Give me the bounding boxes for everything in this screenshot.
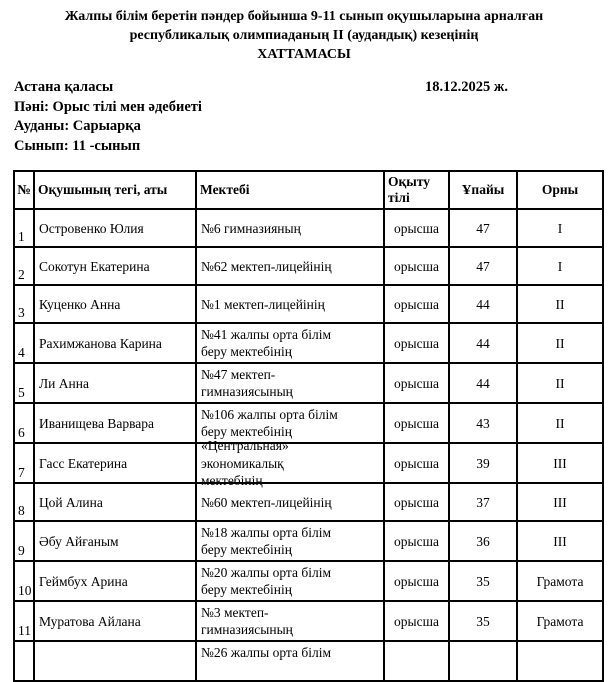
table-row <box>14 323 603 363</box>
cell-num <box>14 641 34 681</box>
cell-place: II <box>517 323 603 363</box>
table-row <box>14 483 603 521</box>
cell-school: №20 жалпы орта білім беру мектебінің <box>196 561 384 601</box>
cell-place: Грамота <box>517 561 603 601</box>
cell-points: 44 <box>449 285 517 323</box>
col-header-school: Мектебі <box>196 171 384 209</box>
table-row <box>14 209 603 247</box>
cell-name: Иванищева Варвара <box>34 403 196 443</box>
cell-name: Сокотун Екатерина <box>34 247 196 285</box>
cell-school: №47 мектеп-гимназиясының <box>196 363 384 403</box>
results-table <box>13 170 604 682</box>
cell-name: Әбу Айғаным <box>34 521 196 561</box>
cell-language: орысша <box>384 209 449 247</box>
city-date-row <box>14 78 608 98</box>
cell-points: 47 <box>449 247 517 285</box>
cell-language: орысша <box>384 521 449 561</box>
cell-num: 6 <box>14 403 34 443</box>
table-row <box>14 285 603 323</box>
cell-place: III <box>517 521 603 561</box>
table-row <box>14 521 603 561</box>
cell-place: I <box>517 247 603 285</box>
cell-points: 43 <box>449 403 517 443</box>
cell-num: 8 <box>14 483 34 521</box>
cell-language: орысша <box>384 561 449 601</box>
cell-language: орысша <box>384 285 449 323</box>
table-row <box>14 403 603 443</box>
district-label: Ауданы: Сарыарқа <box>14 118 141 135</box>
col-header-place: Орны <box>517 171 603 209</box>
table-row <box>14 601 603 641</box>
cell-language: орысша <box>384 483 449 521</box>
cell-place <box>517 641 603 681</box>
cell-points: 35 <box>449 561 517 601</box>
cell-school: №62 мектеп-лицейінің <box>196 247 384 285</box>
cell-name: Островенко Юлия <box>34 209 196 247</box>
cell-language: орысша <box>384 443 449 483</box>
cell-points: 37 <box>449 483 517 521</box>
cell-language <box>384 641 449 681</box>
cell-school: №1 мектеп-лицейінің <box>196 285 384 323</box>
cell-name: Муратова Айлана <box>34 601 196 641</box>
cell-points: 44 <box>449 323 517 363</box>
grade-label: Сынып: 11 -сынып <box>14 137 141 154</box>
cell-language: орысша <box>384 247 449 285</box>
cell-points <box>449 641 517 681</box>
cell-num: 9 <box>14 521 34 561</box>
title-line-2: республикалық олимпиаданың II (аудандық) кезеңінің <box>129 28 479 43</box>
title-line-3: ХАТТАМАСЫ <box>257 47 351 62</box>
cell-school: №26 жалпы орта білім <box>196 641 384 681</box>
table-row <box>14 561 603 601</box>
cell-num: 3 <box>14 285 34 323</box>
cell-name: Ли Анна <box>34 363 196 403</box>
table-row <box>14 363 603 403</box>
cell-school: №41 жалпы орта білім беру мектебінің <box>196 323 384 363</box>
cell-place: II <box>517 363 603 403</box>
cell-place: II <box>517 285 603 323</box>
document-info <box>14 78 608 156</box>
cell-place: III <box>517 483 603 521</box>
document-title <box>0 0 608 64</box>
cell-num: 1 <box>14 209 34 247</box>
cell-language: орысша <box>384 403 449 443</box>
cell-place: II <box>517 403 603 443</box>
table-row <box>14 247 603 285</box>
cell-num: 11 <box>14 601 34 641</box>
cell-language: орысша <box>384 323 449 363</box>
cell-points: 47 <box>449 209 517 247</box>
cell-school: №6 гимназияның <box>196 209 384 247</box>
col-header-language: Оқыту тілі <box>384 171 449 209</box>
cell-name <box>34 641 196 681</box>
table-header-row <box>14 171 603 209</box>
table-row <box>14 641 603 681</box>
title-line-1: Жалпы білім беретін пәндер бойынша 9-11 сынып оқушыларына арналған <box>64 9 544 24</box>
cell-place: I <box>517 209 603 247</box>
cell-points: 36 <box>449 521 517 561</box>
cell-points: 44 <box>449 363 517 403</box>
cell-name: Куценко Анна <box>34 285 196 323</box>
cell-school: «Центральная» экономикалық мектебінің <box>196 443 384 483</box>
city-label: Астана қаласы <box>14 79 114 95</box>
cell-num: 2 <box>14 247 34 285</box>
cell-place: Грамота <box>517 601 603 641</box>
date-label: 18.12.2025 ж. <box>425 79 509 95</box>
cell-name: Геймбух Арина <box>34 561 196 601</box>
col-header-points: Ұпайы <box>449 171 517 209</box>
cell-school: №106 жалпы орта білім беру мектебінің <box>196 403 384 443</box>
cell-place: III <box>517 443 603 483</box>
cell-school: №18 жалпы орта білім беру мектебінің <box>196 521 384 561</box>
cell-school: №60 мектеп-лицейінің <box>196 483 384 521</box>
cell-language: орысша <box>384 601 449 641</box>
cell-name: Цой Алина <box>34 483 196 521</box>
table-row <box>14 443 603 483</box>
cell-language: орысша <box>384 363 449 403</box>
col-header-name: Оқушының тегі, аты <box>34 171 196 209</box>
cell-points: 39 <box>449 443 517 483</box>
cell-name: Гасс Екатерина <box>34 443 196 483</box>
cell-school: №3 мектеп-гимназиясының <box>196 601 384 641</box>
cell-num: 5 <box>14 363 34 403</box>
cell-name: Рахимжанова Карина <box>34 323 196 363</box>
cell-num: 7 <box>14 443 34 483</box>
col-header-num: № <box>14 171 34 209</box>
cell-num: 4 <box>14 323 34 363</box>
subject-label: Пәні: Орыс тілі мен әдебиеті <box>14 98 202 115</box>
cell-num: 10 <box>14 561 34 601</box>
cell-points: 35 <box>449 601 517 641</box>
